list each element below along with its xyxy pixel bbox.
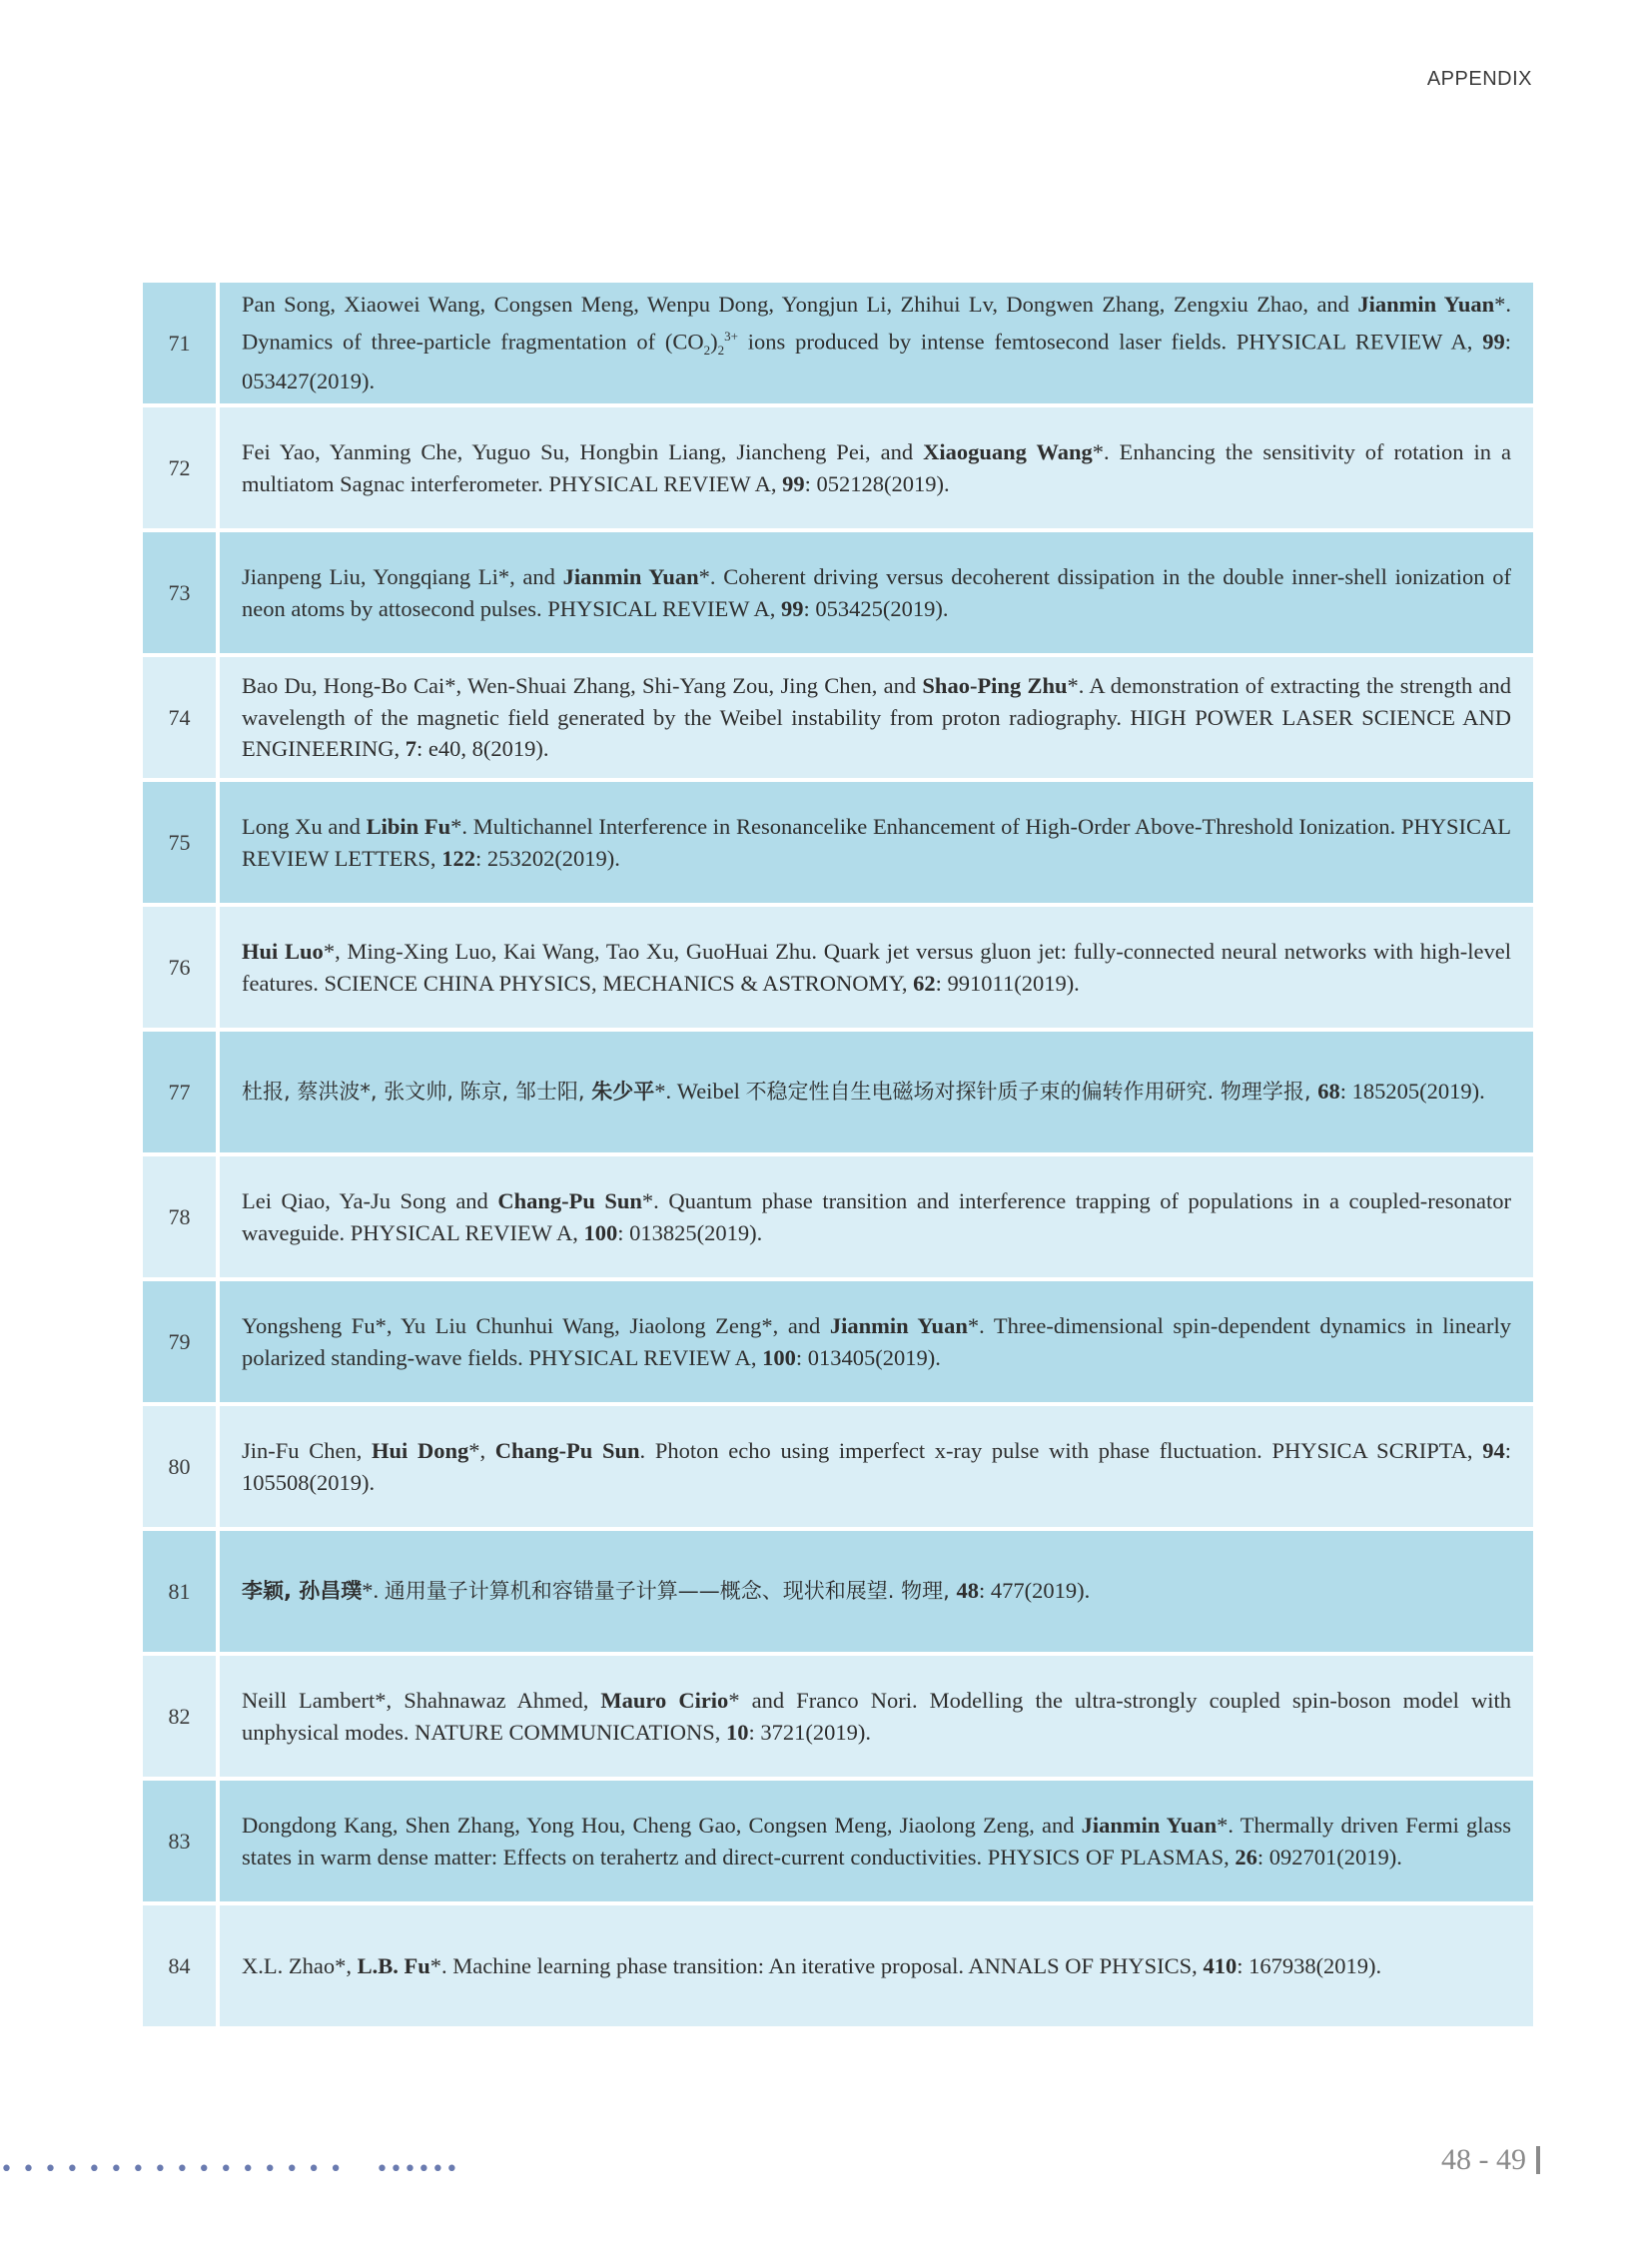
bold-text: 99 (1482, 329, 1505, 355)
bold-text: Chang-Pu Sun (497, 1188, 642, 1213)
reference-citation (242, 561, 1511, 624)
reference-text (220, 657, 1533, 778)
citation-text: 2 (717, 342, 725, 358)
citation-text: : 477(2019). (979, 1578, 1091, 1604)
reference-number: 81 (143, 1531, 216, 1652)
bold-text: 99 (780, 595, 804, 621)
reference-text (220, 782, 1533, 903)
citation-text: ions produced by intense femtosecond laser fields. PHYSICAL REVIEW A, (737, 329, 1483, 355)
citation-text: : 052128(2019). (804, 470, 950, 496)
citation-text: : 013825(2019). (617, 1219, 763, 1245)
reference-number: 73 (143, 532, 216, 653)
citation-text: *. Weibel (654, 1079, 746, 1105)
bold-text: 10 (726, 1719, 749, 1745)
reference-citation (242, 811, 1511, 874)
reference-text (220, 532, 1533, 653)
reference-row (143, 283, 1533, 403)
reference-text (220, 1656, 1533, 1777)
citation-text: Jianpeng Liu, Yongqiang Li*, and (242, 564, 563, 589)
reference-row (143, 1781, 1533, 1901)
bold-text: 100 (583, 1219, 618, 1245)
reference-citation (242, 436, 1511, 499)
bold-text: Chang-Pu Sun (494, 1438, 640, 1463)
bold-text: 李颖, 孙昌璞 (242, 1579, 363, 1604)
citation-text: Neill Lambert*, Shahnawaz Ahmed, (242, 1688, 601, 1713)
reference-citation (242, 936, 1511, 999)
reference-text (220, 1406, 1533, 1527)
citation-text: 2 (703, 342, 711, 358)
citation-text: : 3721(2019). (748, 1719, 871, 1745)
reference-row (143, 907, 1533, 1028)
reference-number: 82 (143, 1656, 216, 1777)
citation-text: Jin-Fu Chen, (242, 1438, 372, 1463)
reference-citation (242, 1575, 1511, 1608)
bold-text: 100 (762, 1344, 796, 1370)
reference-citation (242, 1435, 1511, 1498)
footer-dots-decoration-small: •••••• (376, 2157, 459, 2182)
citation-text: *. Dynamics of three-particle fragmentation of (CO (242, 292, 1511, 355)
citation-text: 不稳定性自生电磁场对探针质子束的偏转作用研究. 物理学报, (745, 1080, 1318, 1105)
reference-row (143, 657, 1533, 778)
bold-text: Jianmin Yuan (1357, 292, 1495, 318)
reference-row (143, 407, 1533, 528)
reference-citation (242, 670, 1511, 765)
citation-text: Dongdong Kang, Shen Zhang, Yong Hou, Cheng Gao, Congsen Meng, Jiaolong Zeng, and (242, 1813, 1082, 1838)
page-bar (1536, 2146, 1540, 2174)
citation-text: *, Ming-Xing Luo, Kai Wang, Tao Xu, GuoHuai Zhu. Quark jet versus gluon jet: fully-connected neural networks with high-level features. SCIENCE CHINA PHYSICS, MECHANICS & ASTRONOMY, (242, 939, 1511, 996)
citation-text: Bao Du, Hong-Bo Cai*, Wen-Shuai Zhang, Shi-Yang Zou, Jing Chen, and (242, 673, 923, 699)
reference-text (220, 1281, 1533, 1402)
bold-text: Jianmin Yuan (562, 564, 699, 589)
reference-citation (242, 289, 1511, 397)
bold-text: 94 (1482, 1438, 1505, 1463)
bold-text: 7 (405, 736, 416, 762)
reference-row (143, 1156, 1533, 1277)
reference-text (220, 1531, 1533, 1652)
reference-number: 80 (143, 1406, 216, 1527)
reference-row (143, 1032, 1533, 1152)
bold-text: L.B. Fu (357, 1952, 430, 1978)
reference-citation (242, 1185, 1511, 1248)
reference-text (220, 407, 1533, 528)
bold-text: Jianmin Yuan (829, 1313, 968, 1338)
reference-number: 75 (143, 782, 216, 903)
reference-text (220, 1905, 1533, 2026)
reference-row (143, 1281, 1533, 1402)
citation-text: : 991011(2019). (935, 970, 1080, 996)
citation-text: *. Three-dimensional spin-dependent dynamics in linearly polarized standing-wave fields. PHYSICAL REVIEW A, (242, 1313, 1511, 1370)
reference-citation (242, 1810, 1511, 1872)
citation-text: 通用量子计算机和容错量子计算——概念、现状和展望. 物理, (384, 1579, 957, 1604)
bold-text: Shao-Ping Zhu (922, 673, 1068, 699)
section-header: APPENDIX (1426, 68, 1532, 90)
footer-dots-decoration: •••••••••••••••• (0, 2157, 352, 2182)
citation-text: *. Multichannel Interference in Resonancelike Enhancement of High-Order Above-Threshold Ionization. PHYSICAL REVIEW LETTERS, (242, 814, 1511, 871)
citation-text: : 092701(2019). (1256, 1844, 1402, 1869)
reference-list (143, 283, 1533, 2030)
bold-text: 48 (956, 1578, 979, 1604)
citation-text: 3+ (724, 328, 738, 344)
citation-text: *. Coherent driving versus decoherent dissipation in the double inner-shell ionization of neon atoms by attosecond pulses. PHYSICAL REVIEW A, (242, 564, 1511, 621)
citation-text: : 185205(2019). (1339, 1079, 1485, 1105)
reference-row (143, 1531, 1533, 1652)
bold-text: Xiaoguang Wang (923, 439, 1093, 464)
citation-text: : 053427(2019). (242, 329, 1511, 394)
reference-text (220, 283, 1533, 403)
reference-row (143, 782, 1533, 903)
citation-text: . Photon echo using imperfect x-ray pulse with phase fluctuation. PHYSICA SCRIPTA, (639, 1438, 1483, 1463)
citation-text: *. Enhancing the sensitivity of rotation in a multiatom Sagnac interferometer. PHYSICAL REVIEW A, (242, 439, 1511, 496)
citation-text: : 253202(2019). (474, 845, 620, 871)
reference-text (220, 1781, 1533, 1901)
reference-number: 79 (143, 1281, 216, 1402)
reference-number: 72 (143, 407, 216, 528)
citation-text: : 013405(2019). (795, 1344, 941, 1370)
reference-row (143, 532, 1533, 653)
reference-citation (242, 1685, 1511, 1748)
bold-text: 410 (1203, 1952, 1238, 1978)
citation-text: : e40, 8(2019). (415, 736, 549, 762)
citation-text: Fei Yao, Yanming Che, Yuguo Su, Hongbin Liang, Jiancheng Pei, and (242, 439, 924, 464)
citation-text: Lei Qiao, Ya-Ju Song and (242, 1188, 498, 1213)
citation-text: *. Thermally driven Fermi glass states in warm dense matter: Effects on terahertz and direct-current conductivities. PHYSICS OF PLASMAS, (242, 1813, 1511, 1869)
citation-text: * and Franco Nori. Modelling the ultra-strongly coupled spin-boson model with unphysical modes. NATURE COMMUNICATIONS, (242, 1688, 1511, 1745)
page-number-area (1441, 2143, 1540, 2177)
bold-text: Hui Luo (242, 939, 324, 964)
citation-text: Yongsheng Fu*, Yu Liu Chunhui Wang, Jiaolong Zeng*, and (242, 1313, 830, 1338)
bold-text: 朱少平 (591, 1080, 655, 1105)
citation-text: : 167938(2019). (1237, 1952, 1382, 1978)
reference-number: 76 (143, 907, 216, 1028)
bold-text: 26 (1235, 1844, 1257, 1869)
reference-text (220, 907, 1533, 1028)
bold-text: Jianmin Yuan (1081, 1813, 1218, 1838)
citation-text: 杜报, 蔡洪波*, 张文帅, 陈京, 邹士阳, (242, 1080, 592, 1105)
bold-text: Mauro Cirio (600, 1688, 729, 1713)
reference-number: 78 (143, 1156, 216, 1277)
reference-citation (242, 1310, 1511, 1373)
citation-text: Long Xu and (242, 814, 367, 839)
citation-text: : 053425(2019). (803, 595, 949, 621)
citation-text: Pan Song, Xiaowei Wang, Congsen Meng, Wenpu Dong, Yongjun Li, Zhihui Lv, Dongwen Zhang, Zengxiu Zhao, and (242, 292, 1358, 318)
bold-text: 122 (441, 845, 475, 871)
reference-row (143, 1406, 1533, 1527)
page-numbers: 48 - 49 (1441, 2143, 1526, 2176)
citation-text: : 105508(2019). (242, 1438, 1511, 1495)
reference-number: 84 (143, 1905, 216, 2026)
reference-number: 77 (143, 1032, 216, 1152)
reference-row (143, 1656, 1533, 1777)
citation-text: X.L. Zhao*, (242, 1952, 358, 1978)
bold-text: Libin Fu (366, 814, 451, 839)
bold-text: 68 (1317, 1079, 1340, 1105)
reference-citation (242, 1950, 1511, 1982)
reference-text (220, 1032, 1533, 1152)
reference-row (143, 1905, 1533, 2026)
reference-text (220, 1156, 1533, 1277)
citation-text: *. Machine learning phase transition: An iterative proposal. ANNALS OF PHYSICS, (429, 1952, 1204, 1978)
bold-text: 62 (913, 970, 936, 996)
citation-text: ) (710, 329, 718, 355)
reference-citation (242, 1076, 1511, 1109)
bold-text: 99 (782, 470, 805, 496)
citation-text: *. (362, 1578, 385, 1604)
citation-text: *. Quantum phase transition and interference trapping of populations in a coupled-resonator waveguide. PHYSICAL REVIEW A, (242, 1188, 1511, 1245)
citation-text: *. A demonstration of extracting the strength and wavelength of the magnetic field generated by the Weibel instability from proton radiography. HIGH POWER LASER SCIENCE AND ENGINEERING, (242, 673, 1512, 762)
reference-number: 74 (143, 657, 216, 778)
citation-text: *, (468, 1438, 495, 1463)
bold-text: Hui Dong (372, 1438, 469, 1463)
reference-number: 71 (143, 283, 216, 403)
reference-number: 83 (143, 1781, 216, 1901)
